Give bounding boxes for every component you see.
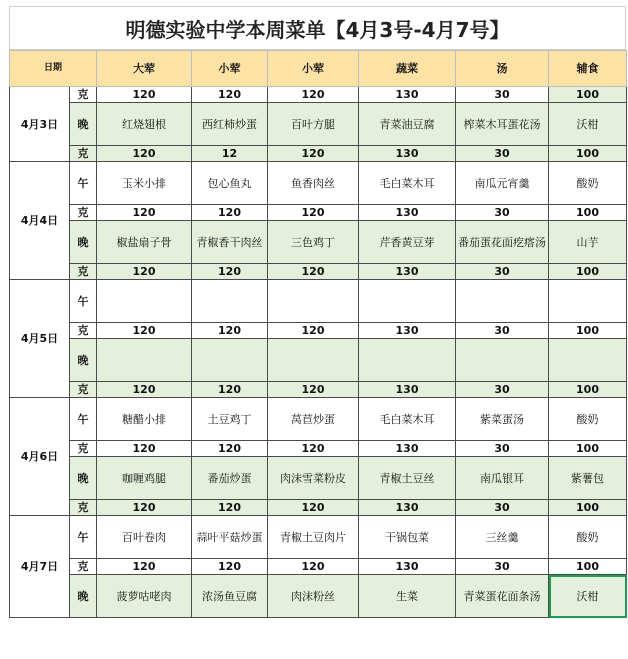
gram-cell[interactable]: 120 — [97, 500, 192, 516]
dish-cell[interactable]: 百叶方腿 — [268, 103, 359, 146]
date-cell[interactable]: 4月3日 — [10, 87, 70, 162]
gram-label[interactable]: 克 — [70, 500, 97, 516]
dish-cell[interactable] — [97, 280, 192, 323]
meal-slot-label[interactable]: 午 — [70, 280, 97, 323]
date-cell[interactable]: 4月4日 — [10, 162, 70, 280]
gram-cell[interactable]: 30 — [456, 382, 549, 398]
dish-cell[interactable]: 青椒土豆肉片 — [268, 516, 359, 559]
dish-cell[interactable]: 沃柑 — [549, 103, 627, 146]
gram-label[interactable]: 克 — [70, 559, 97, 575]
meal-row — [10, 457, 627, 500]
gram-cell[interactable]: 120 — [268, 87, 359, 103]
dish-cell[interactable] — [192, 280, 268, 323]
dish-cell[interactable]: 酸奶 — [549, 162, 627, 205]
dish-cell[interactable] — [97, 339, 192, 382]
gram-cell[interactable]: 30 — [456, 559, 549, 575]
dish-cell[interactable] — [359, 339, 456, 382]
gram-cell[interactable]: 12 — [192, 146, 268, 162]
meal-slot-label[interactable]: 晚 — [70, 339, 97, 382]
meal-row — [10, 398, 627, 441]
column-header[interactable]: 小荤 — [192, 51, 268, 87]
gram-cell[interactable]: 100 — [549, 441, 627, 457]
meal-slot-label[interactable]: 晚 — [70, 103, 97, 146]
meal-row — [10, 103, 627, 146]
gram-cell[interactable]: 120 — [192, 441, 268, 457]
gram-cell[interactable]: 130 — [359, 205, 456, 221]
gram-cell[interactable]: 30 — [456, 146, 549, 162]
dish-cell[interactable]: 肉沫雪菜粉皮 — [268, 457, 359, 500]
column-header[interactable]: 日期 — [10, 51, 97, 87]
header-row — [10, 51, 627, 87]
dish-cell[interactable]: 沃柑 — [549, 575, 627, 618]
gram-cell[interactable]: 130 — [359, 441, 456, 457]
gram-cell[interactable]: 30 — [456, 264, 549, 280]
dish-cell[interactable]: 椒盐扇子骨 — [97, 221, 192, 264]
meal-slot-label[interactable]: 晚 — [70, 221, 97, 264]
gram-cell[interactable]: 130 — [359, 87, 456, 103]
dish-cell[interactable]: 酸奶 — [549, 516, 627, 559]
dish-cell[interactable] — [456, 339, 549, 382]
dish-cell[interactable]: 莴苣炒蛋 — [268, 398, 359, 441]
meal-slot-label[interactable]: 晚 — [70, 457, 97, 500]
column-header[interactable]: 辅食 — [549, 51, 627, 87]
dish-cell[interactable]: 紫菜蛋汤 — [456, 398, 549, 441]
gram-label[interactable]: 克 — [70, 87, 97, 103]
dish-cell[interactable]: 糖醋小排 — [97, 398, 192, 441]
gram-cell[interactable]: 120 — [268, 323, 359, 339]
gram-cell[interactable]: 100 — [549, 205, 627, 221]
gram-label[interactable]: 克 — [70, 323, 97, 339]
gram-cell[interactable]: 130 — [359, 500, 456, 516]
gram-cell[interactable]: 100 — [549, 264, 627, 280]
page-title: 明德实验中学本周菜单【4月3号-4月7号】 — [9, 6, 626, 50]
dish-cell[interactable]: 榨菜木耳蛋花汤 — [456, 103, 549, 146]
dish-cell[interactable]: 青椒香干肉丝 — [192, 221, 268, 264]
dish-cell[interactable]: 三丝羹 — [456, 516, 549, 559]
meal-slot-label[interactable]: 午 — [70, 162, 97, 205]
gram-cell[interactable]: 120 — [97, 559, 192, 575]
dish-cell[interactable]: 青菜油豆腐 — [359, 103, 456, 146]
dish-cell[interactable]: 西红柿炒蛋 — [192, 103, 268, 146]
gram-cell[interactable]: 120 — [268, 205, 359, 221]
gram-cell[interactable]: 100 — [549, 382, 627, 398]
gram-cell[interactable]: 130 — [359, 146, 456, 162]
dish-cell[interactable]: 肉沫粉丝 — [268, 575, 359, 618]
gram-cell[interactable]: 120 — [268, 146, 359, 162]
dish-cell[interactable]: 生菜 — [359, 575, 456, 618]
dish-cell[interactable]: 南瓜银耳 — [456, 457, 549, 500]
gram-row — [10, 264, 627, 280]
gram-cell[interactable]: 30 — [456, 205, 549, 221]
gram-cell[interactable]: 120 — [97, 87, 192, 103]
dish-cell[interactable]: 紫薯包 — [549, 457, 627, 500]
gram-cell[interactable]: 100 — [549, 323, 627, 339]
meal-row — [10, 339, 627, 382]
menu-table — [9, 50, 627, 618]
dish-cell[interactable] — [268, 339, 359, 382]
meal-slot-label[interactable]: 午 — [70, 398, 97, 441]
gram-cell[interactable]: 30 — [456, 87, 549, 103]
gram-cell[interactable]: 120 — [192, 264, 268, 280]
gram-cell[interactable]: 120 — [268, 441, 359, 457]
gram-cell[interactable]: 30 — [456, 323, 549, 339]
gram-cell[interactable]: 120 — [192, 323, 268, 339]
gram-label[interactable]: 克 — [70, 382, 97, 398]
meal-row — [10, 221, 627, 264]
gram-cell[interactable]: 120 — [268, 382, 359, 398]
dish-cell[interactable] — [549, 280, 627, 323]
dish-cell[interactable]: 红烧翅根 — [97, 103, 192, 146]
gram-row — [10, 441, 627, 457]
dish-cell[interactable]: 青椒土豆丝 — [359, 457, 456, 500]
dish-cell[interactable] — [192, 339, 268, 382]
dish-cell[interactable]: 南瓜元宵羹 — [456, 162, 549, 205]
dish-cell[interactable]: 番茄蛋花面疙瘩汤 — [456, 221, 549, 264]
dish-cell[interactable] — [456, 280, 549, 323]
dish-cell[interactable]: 百叶卷肉 — [97, 516, 192, 559]
gram-cell[interactable]: 100 — [549, 559, 627, 575]
gram-cell[interactable]: 130 — [359, 323, 456, 339]
gram-row — [10, 87, 627, 103]
gram-cell[interactable]: 100 — [549, 87, 627, 103]
date-cell[interactable]: 4月6日 — [10, 398, 70, 516]
column-header[interactable]: 蔬菜 — [359, 51, 456, 87]
gram-cell[interactable]: 120 — [97, 382, 192, 398]
gram-cell[interactable]: 130 — [359, 559, 456, 575]
gram-cell[interactable]: 120 — [192, 87, 268, 103]
dish-cell[interactable]: 三色鸡丁 — [268, 221, 359, 264]
gram-cell[interactable]: 30 — [456, 441, 549, 457]
gram-label[interactable]: 克 — [70, 264, 97, 280]
dish-cell[interactable]: 毛白菜木耳 — [359, 398, 456, 441]
gram-cell[interactable]: 130 — [359, 382, 456, 398]
gram-row — [10, 323, 627, 339]
dish-cell[interactable]: 蒜叶平菇炒蛋 — [192, 516, 268, 559]
meal-row — [10, 575, 627, 618]
dish-cell[interactable]: 菠萝咕咾肉 — [97, 575, 192, 618]
dish-cell[interactable] — [268, 280, 359, 323]
column-header[interactable]: 大荤 — [97, 51, 192, 87]
gram-cell[interactable]: 120 — [192, 205, 268, 221]
date-cell[interactable]: 4月7日 — [10, 516, 70, 618]
column-header[interactable]: 汤 — [456, 51, 549, 87]
dish-cell[interactable]: 芹香黄豆芽 — [359, 221, 456, 264]
dish-cell[interactable]: 青菜蛋花面条汤 — [456, 575, 549, 618]
gram-cell[interactable]: 120 — [268, 559, 359, 575]
dish-cell[interactable]: 酸奶 — [549, 398, 627, 441]
meal-slot-label[interactable]: 午 — [70, 516, 97, 559]
gram-cell[interactable]: 120 — [97, 205, 192, 221]
gram-cell[interactable]: 120 — [97, 323, 192, 339]
dish-cell[interactable] — [549, 339, 627, 382]
dish-cell[interactable] — [359, 280, 456, 323]
dish-cell[interactable]: 浓汤鱼豆腐 — [192, 575, 268, 618]
dish-cell[interactable]: 包心鱼丸 — [192, 162, 268, 205]
gram-cell[interactable]: 30 — [456, 500, 549, 516]
gram-cell[interactable]: 120 — [97, 146, 192, 162]
dish-cell[interactable]: 咖喱鸡腿 — [97, 457, 192, 500]
meal-row — [10, 280, 627, 323]
gram-cell[interactable]: 130 — [359, 264, 456, 280]
column-header[interactable]: 小荤 — [268, 51, 359, 87]
gram-cell[interactable]: 120 — [192, 382, 268, 398]
meal-slot-label[interactable]: 晚 — [70, 575, 97, 618]
gram-row — [10, 559, 627, 575]
gram-cell[interactable]: 100 — [549, 500, 627, 516]
gram-label[interactable]: 克 — [70, 205, 97, 221]
gram-cell[interactable]: 120 — [192, 500, 268, 516]
gram-label[interactable]: 克 — [70, 146, 97, 162]
gram-cell[interactable]: 120 — [97, 264, 192, 280]
dish-cell[interactable]: 番茄炒蛋 — [192, 457, 268, 500]
dish-cell[interactable]: 鱼香肉丝 — [268, 162, 359, 205]
dish-cell[interactable]: 玉米小排 — [97, 162, 192, 205]
dish-cell[interactable]: 毛白菜木耳 — [359, 162, 456, 205]
gram-label[interactable]: 克 — [70, 441, 97, 457]
gram-row — [10, 500, 627, 516]
dish-cell[interactable]: 干锅包菜 — [359, 516, 456, 559]
meal-row — [10, 162, 627, 205]
gram-cell[interactable]: 120 — [268, 264, 359, 280]
gram-cell[interactable]: 120 — [192, 559, 268, 575]
meal-row — [10, 516, 627, 559]
dish-cell[interactable]: 土豆鸡丁 — [192, 398, 268, 441]
gram-cell[interactable]: 120 — [268, 500, 359, 516]
gram-row — [10, 146, 627, 162]
date-cell[interactable]: 4月5日 — [10, 280, 70, 398]
gram-cell[interactable]: 100 — [549, 146, 627, 162]
gram-row — [10, 205, 627, 221]
gram-cell[interactable]: 120 — [97, 441, 192, 457]
dish-cell[interactable]: 山芋 — [549, 221, 627, 264]
gram-row — [10, 382, 627, 398]
